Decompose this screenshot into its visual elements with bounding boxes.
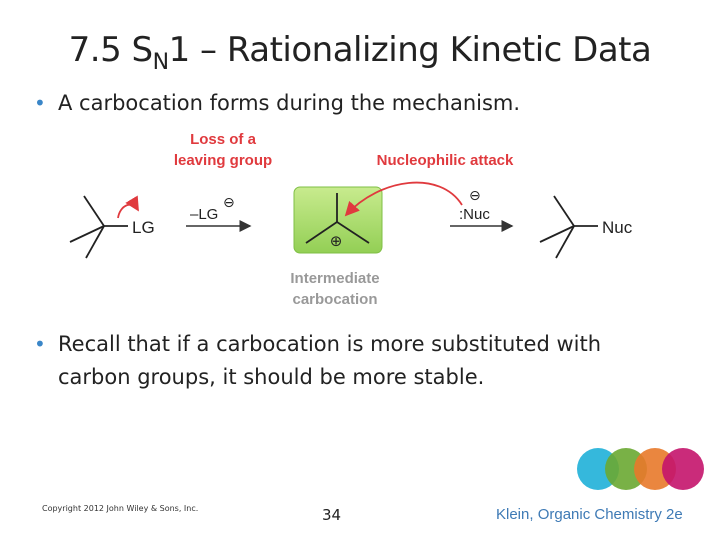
bullet-dot-icon: • — [34, 332, 46, 356]
label-loss-line2: leaving group — [173, 152, 273, 169]
bullet-text-2: Recall that if a carbocation is more substituted with carbon groups, it should be more stable. — [58, 332, 602, 389]
title-suffix: 1 – Rationalizing Kinetic Data — [168, 30, 652, 70]
label-intermediate-line1: Intermediate — [290, 270, 380, 287]
nucleophile-label: :Nuc — [459, 206, 490, 223]
lg-charge: ⊖ — [223, 195, 235, 211]
product-structure — [540, 196, 598, 258]
bullet-dot-icon: • — [34, 91, 46, 115]
bullet-item-2 — [34, 328, 678, 394]
nuc-charge: ⊖ — [469, 188, 481, 204]
reactant-structure — [70, 196, 128, 258]
title-prefix: 7.5 S — [68, 30, 153, 70]
reactant-lg: LG — [132, 218, 155, 237]
product-nuc: Nuc — [602, 218, 633, 237]
publisher-logo — [577, 448, 704, 490]
footer-copyright: Copyright 2012 John Wiley & Sons, Inc. — [42, 504, 199, 513]
label-intermediate-line2: carbocation — [292, 291, 378, 308]
bullet-text-1: A carbocation forms during the mechanism. — [58, 91, 521, 115]
minus-lg-label: –LG — [190, 206, 219, 223]
label-loss-line1: Loss of a — [190, 131, 256, 148]
curved-arrow-leaving-icon — [118, 205, 138, 218]
title-subscript: N — [152, 50, 169, 75]
label-nucleophilic-attack: Nucleophilic attack — [376, 152, 514, 169]
page-number: 34 — [322, 506, 342, 524]
footer-book-title: Klein, Organic Chemistry 2e — [496, 506, 683, 523]
carbocation-charge: ⊕ — [329, 232, 343, 250]
